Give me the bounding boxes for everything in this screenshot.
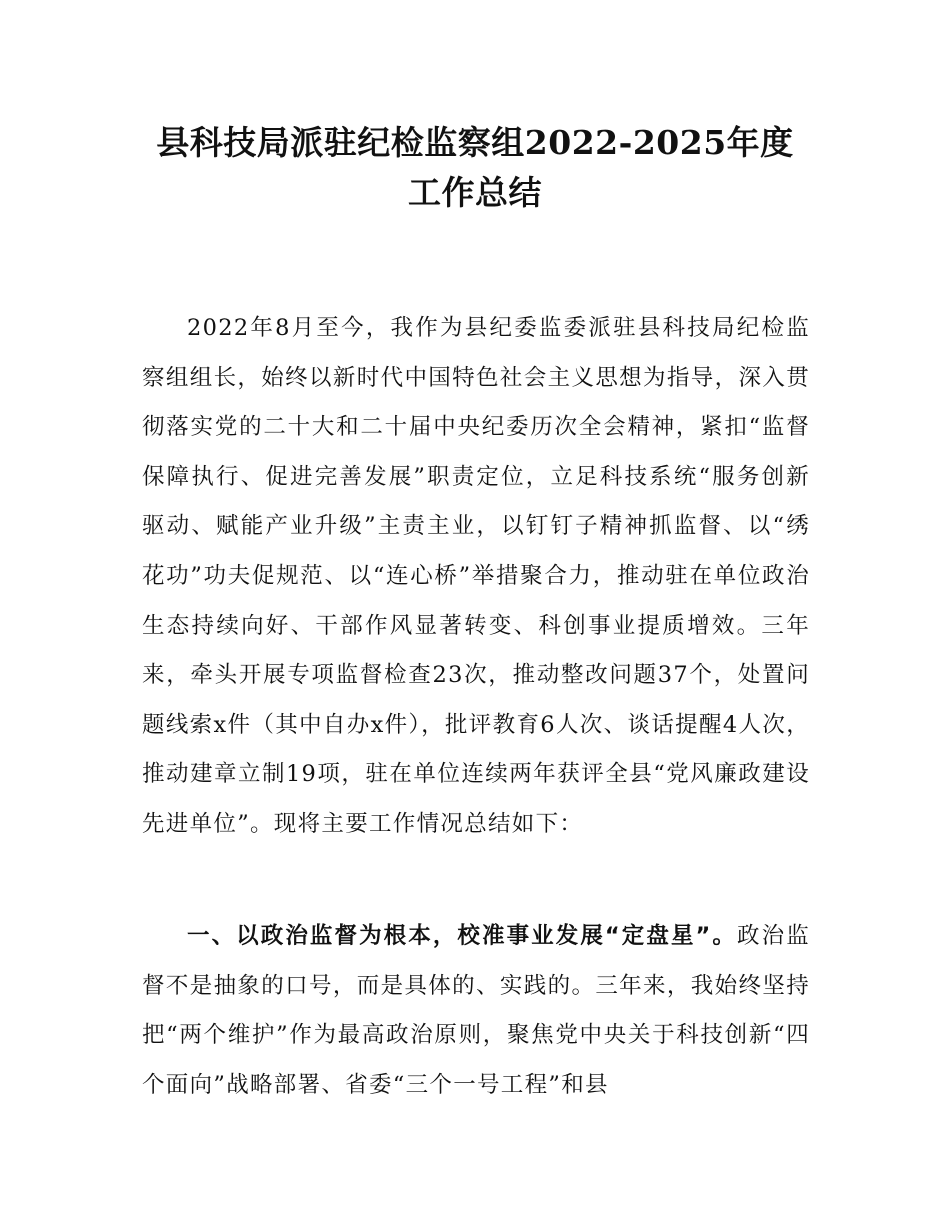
document-title: 县科技局派驻纪检监察组2022-2025年度工作总结 xyxy=(156,123,794,212)
section-body-text: 政治监督不是抽象的口号，而是具体的、实践的。三年来，我始终坚持把“两个维护”作为最高政治原则，聚焦党中央关于科技创新“四个面向”战略部署、省委“三个一号工程”和县 xyxy=(142,923,811,1098)
paragraph-intro: 2022年8月至今，我作为县纪委监委派驻县科技局纪检监察组组长，始终以新时代中国特色社会主义思想为指导，深入贯彻落实党的二十大和二十届中央纪委历次全会精神，紧扣“监督保障执行、促进完善发展”职责定位，立足科技系统“服务创新驱动、赋能产业升级”主责主业，以钉钉子精神抓监督、以“绣花功”功夫促规范、以“连心桥”举措聚合力，推动驻在单位政治生态持续向好、干部作风显著转变、科创事业提质增效。三年来，牵头开展专项监督检查23次，推动整改问题37个，处置问题线索x件（其中自办x件），批评教育6人次、谈话提醒4人次，推动建章立制19项，驻在单位连续两年获评全县“党风廉政建设先进单位”。现将主要工作情况总结如下： xyxy=(142,315,810,837)
section-heading: 一、以政治监督为根本，校准事业发展“定盘星”。 xyxy=(187,923,738,949)
paragraph-section-1 xyxy=(142,912,810,1110)
